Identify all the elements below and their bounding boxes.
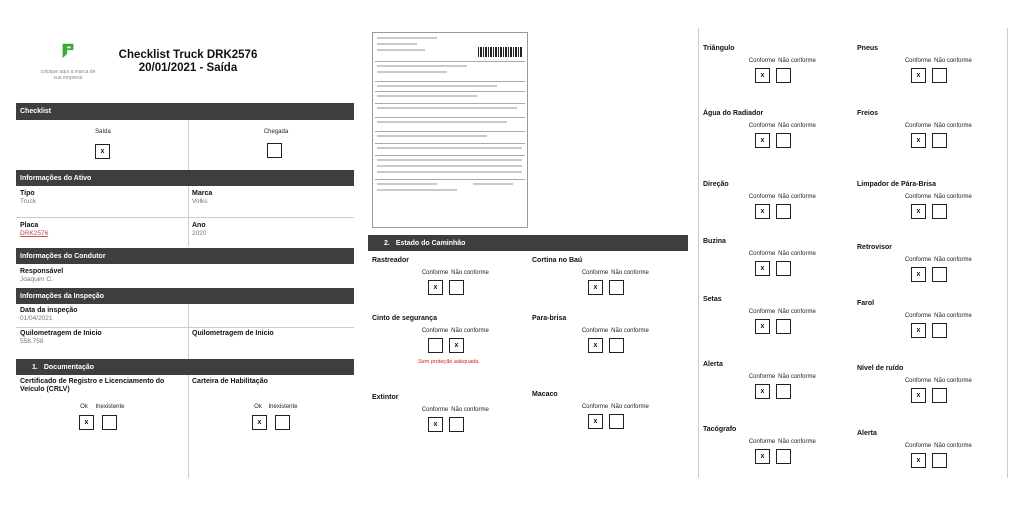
conforme-label: Conforme	[581, 270, 609, 276]
inexistente-label: Inexistente	[95, 404, 125, 410]
conforme-checkbox[interactable]: x	[911, 133, 926, 148]
nao-conforme-label: Não conforme	[778, 374, 816, 380]
nao-conforme-label: Não conforme	[934, 257, 972, 263]
conforme-checkbox[interactable]: x	[588, 338, 603, 353]
conforme-label: Conforme	[421, 407, 449, 413]
conforme-label: Conforme	[904, 123, 932, 129]
nao-conforme-checkbox[interactable]	[932, 68, 947, 83]
km-fim-label: Quilometragem de Inicio	[192, 330, 274, 337]
nao-conforme-label: Não conforme	[778, 251, 816, 257]
nao-conforme-checkbox[interactable]	[776, 384, 791, 399]
nao-conforme-label: Não conforme	[934, 443, 972, 449]
item-label: Para-brisa	[532, 315, 567, 322]
nao-conforme-checkbox[interactable]	[932, 388, 947, 403]
inexistente-label: Inexistente	[268, 404, 298, 410]
nao-conforme-checkbox[interactable]	[776, 204, 791, 219]
marca-label: Marca	[192, 190, 213, 197]
divider	[188, 304, 189, 360]
title-line: Checklist Truck DRK2576	[118, 49, 258, 61]
conforme-label: Conforme	[748, 123, 776, 129]
company-logo	[38, 42, 98, 81]
nao-conforme-checkbox[interactable]	[932, 133, 947, 148]
conforme-label: Conforme	[904, 313, 932, 319]
conforme-checkbox[interactable]: x	[755, 384, 770, 399]
conforme-checkbox[interactable]	[428, 338, 443, 353]
nao-conforme-checkbox[interactable]	[932, 453, 947, 468]
item-label: Nível de ruído	[857, 365, 904, 372]
conforme-label: Conforme	[904, 194, 932, 200]
chegada-checkbox[interactable]	[267, 143, 282, 158]
conforme-checkbox[interactable]: x	[428, 417, 443, 432]
section-documentacao	[16, 359, 354, 375]
item-label: Triângulo	[703, 45, 735, 52]
nao-conforme-checkbox[interactable]	[776, 68, 791, 83]
conforme-checkbox[interactable]: x	[755, 204, 770, 219]
nao-conforme-label: Não conforme	[934, 313, 972, 319]
conforme-checkbox[interactable]: x	[755, 68, 770, 83]
placa-value: DRK2576	[20, 230, 49, 237]
nao-conforme-checkbox[interactable]	[609, 280, 624, 295]
conforme-checkbox[interactable]: x	[755, 261, 770, 276]
tipo-label: Tipo	[20, 190, 35, 197]
nao-conforme-label: Não conforme	[451, 407, 489, 413]
item-label: Rastreador	[372, 257, 409, 264]
data-inspecao-value: 01/04/2021	[20, 315, 53, 322]
ok-label: Ok	[254, 404, 262, 410]
item-label: Macaco	[532, 391, 558, 398]
nao-conforme-checkbox[interactable]	[776, 319, 791, 334]
item-label: Retrovisor	[857, 244, 893, 251]
nao-conforme-label: Não conforme	[778, 194, 816, 200]
conforme-label: Conforme	[748, 374, 776, 380]
barcode	[478, 47, 523, 57]
item-label: Água do Radiador	[703, 110, 764, 117]
cnh-inexistente-checkbox[interactable]	[275, 415, 290, 430]
nao-conforme-checkbox[interactable]	[932, 323, 947, 338]
marca-value: Volks	[192, 198, 208, 205]
nao-conforme-label: Não conforme	[778, 58, 816, 64]
divider	[188, 120, 189, 170]
conforme-checkbox[interactable]: x	[588, 414, 603, 429]
conforme-checkbox[interactable]: x	[911, 204, 926, 219]
conforme-label: Conforme	[581, 328, 609, 334]
conforme-label: Conforme	[748, 194, 776, 200]
conforme-checkbox[interactable]: x	[755, 449, 770, 464]
logo-text: coloque aqui a marca de sua empresa	[40, 69, 96, 81]
conforme-label: Conforme	[581, 404, 609, 410]
item-label: Setas	[703, 296, 722, 303]
conforme-checkbox[interactable]: x	[911, 453, 926, 468]
section-inspecao: Informações da Inspeção	[16, 288, 354, 304]
chegada-label: Chegada	[263, 129, 289, 135]
item-label: Freios	[857, 110, 879, 117]
checklist-page-2	[368, 28, 688, 478]
saida-checkbox[interactable]: x	[95, 144, 110, 159]
nao-conforme-checkbox[interactable]	[932, 204, 947, 219]
nao-conforme-checkbox[interactable]	[776, 261, 791, 276]
row-divider	[16, 217, 354, 218]
section-condutor: Informações do Condutor	[16, 248, 354, 264]
conforme-checkbox[interactable]: x	[911, 68, 926, 83]
nao-conforme-label: Não conforme	[451, 328, 489, 334]
conforme-label: Conforme	[421, 270, 449, 276]
nao-conforme-label: Não conforme	[934, 123, 972, 129]
responsavel-value: Joaquim C.	[20, 276, 53, 283]
conforme-checkbox[interactable]: x	[755, 319, 770, 334]
section-checklist: Checklist	[16, 103, 354, 120]
item-label: Extintor	[372, 394, 399, 401]
nao-conforme-label: Não conforme	[451, 270, 489, 276]
conforme-label: Conforme	[748, 251, 776, 257]
nao-conforme-label: Não conforme	[934, 58, 972, 64]
nao-conforme-checkbox[interactable]	[776, 449, 791, 464]
nao-conforme-checkbox[interactable]	[609, 414, 624, 429]
nao-conforme-checkbox[interactable]: x	[449, 338, 464, 353]
nao-conforme-label: Não conforme	[778, 439, 816, 445]
nao-conforme-label: Não conforme	[778, 123, 816, 129]
tipo-value: Truck	[20, 198, 37, 205]
section-estado	[368, 235, 688, 251]
checklist-page-3	[698, 28, 1008, 478]
item-label: Limpador de Pára-Brisa	[857, 181, 936, 188]
item-label: Direção	[703, 181, 729, 188]
item-label: Cinto de segurança	[372, 315, 437, 322]
ano-label: Ano	[192, 222, 206, 229]
km-inicio-label: Quilometragem de Inicio	[20, 330, 102, 337]
conforme-label: Conforme	[748, 309, 776, 315]
nao-conforme-label: Não conforme	[611, 328, 649, 334]
nao-conforme-label: Não conforme	[611, 404, 649, 410]
crlv-ok-checkbox[interactable]: x	[79, 415, 94, 430]
cnh-ok-checkbox[interactable]: x	[252, 415, 267, 430]
subtitle-line: 20/01/2021 - Saída	[138, 62, 238, 74]
conforme-checkbox[interactable]: x	[911, 323, 926, 338]
ano-value: 2020	[192, 230, 207, 237]
divider	[188, 375, 189, 478]
saida-label: Saída	[95, 129, 111, 135]
conforme-label: Conforme	[748, 58, 776, 64]
data-inspecao-label: Data da inspeção	[20, 307, 78, 314]
nao-conforme-label: Não conforme	[934, 378, 972, 384]
section-number: 1.	[32, 363, 38, 371]
conforme-checkbox[interactable]: x	[911, 388, 926, 403]
logo-icon	[59, 42, 77, 60]
placa-label: Placa	[20, 222, 39, 229]
conforme-checkbox[interactable]: x	[428, 280, 443, 295]
crlv-inexistente-checkbox[interactable]	[102, 415, 117, 430]
nao-conforme-checkbox[interactable]	[609, 338, 624, 353]
km-inicio-value: 558.758	[20, 338, 44, 345]
section-number: 2.	[384, 239, 390, 247]
conforme-label: Conforme	[904, 443, 932, 449]
item-label: Alerta	[857, 430, 877, 437]
item-label: Buzina	[703, 238, 726, 245]
nao-conforme-checkbox[interactable]	[449, 280, 464, 295]
nao-conforme-checkbox[interactable]	[776, 133, 791, 148]
nao-conforme-label: Não conforme	[934, 194, 972, 200]
section-ativo: Informações do Ativo	[16, 170, 354, 186]
item-label: Pneus	[857, 45, 879, 52]
row-divider	[16, 327, 354, 328]
conforme-label: Conforme	[748, 439, 776, 445]
conforme-label: Conforme	[904, 58, 932, 64]
nao-conforme-label: Não conforme	[611, 270, 649, 276]
warning-note: Sem proteção adequada.	[418, 359, 480, 365]
conforme-label: Conforme	[904, 257, 932, 263]
document-title	[98, 49, 278, 75]
section-title: Documentação	[43, 363, 95, 371]
nao-conforme-label: Não conforme	[778, 309, 816, 315]
conforme-label: Conforme	[904, 378, 932, 384]
divider	[188, 186, 189, 246]
section-title: Estado do Caminhão	[395, 239, 466, 247]
item-label: Cortina no Baú	[532, 257, 583, 264]
invoice-thumbnail	[372, 32, 528, 228]
ok-label: Ok	[80, 404, 88, 410]
conforme-checkbox[interactable]: x	[911, 267, 926, 282]
conforme-label: Conforme	[421, 328, 449, 334]
nao-conforme-checkbox[interactable]	[932, 267, 947, 282]
responsavel-label: Responsável	[20, 268, 64, 275]
conforme-checkbox[interactable]: x	[588, 280, 603, 295]
conforme-checkbox[interactable]: x	[755, 133, 770, 148]
item-label: Alerta	[703, 361, 723, 368]
item-label: Tacógrafo	[703, 426, 737, 433]
checklist-page-1	[16, 28, 354, 478]
nao-conforme-checkbox[interactable]	[449, 417, 464, 432]
item-label: Farol	[857, 300, 875, 307]
crlv-label: Certificado de Registro e Licenciamento do Veículo (CRLV)	[20, 378, 165, 393]
cnh-label: Carteira de Habilitação	[192, 378, 268, 385]
